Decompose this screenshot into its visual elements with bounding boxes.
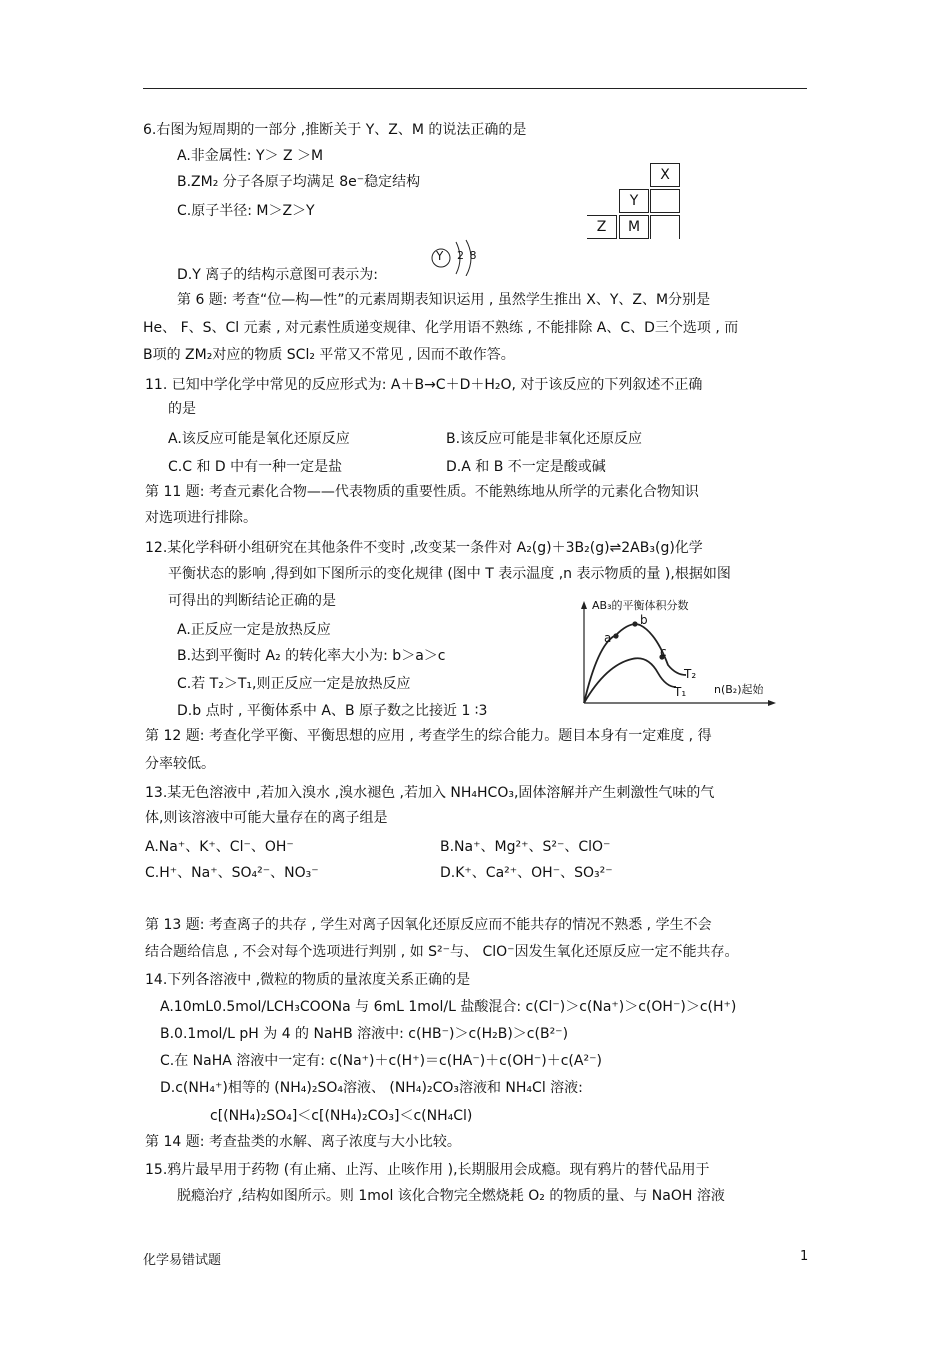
cell-empty-2 [650, 215, 680, 239]
graph-y-label: AB₃的平衡体积分数 [592, 599, 689, 612]
q13-comment-2: 结合题给信息 , 不会对每个选项进行判别 , 如 S²⁻与、 ClO⁻因发生氧化还原反应一定不能共存。 [145, 944, 739, 960]
graph-point-a: a [604, 631, 612, 645]
q11-stem-1: 11. 已知中学化学中常见的反应形式为: A＋B→C＋D＋H₂O, 对于该反应的下列叙述不正确 [145, 377, 703, 393]
q14-option-b: B.0.1mol/L pH 为 4 的 NaHB 溶液中: c(HB⁻)＞c(H₂B)＞c(B²⁻) [160, 1026, 569, 1042]
graph-point-c: c [660, 645, 667, 659]
q14-option-c: C.在 NaHA 溶液中一定有: c(Na⁺)＋c(H⁺)＝c(HA⁻)＋c(OH⁻)＋c(A²⁻) [160, 1053, 602, 1069]
q6-option-a: A.非金属性: Y＞ Z ＞M [177, 148, 324, 164]
shell-electrons: 2 8 [457, 249, 478, 262]
q13-option-d: D.K⁺、Ca²⁺、OH⁻、SO₃²⁻ [440, 865, 613, 881]
header-rule [143, 88, 807, 89]
graph-x-label: n(B₂)起始 [714, 683, 764, 696]
q11-comment-2: 对选项进行排除。 [145, 510, 257, 526]
q12-option-d: D.b 点时 , 平衡体系中 A、B 原子数之比接近 1 ∶3 [177, 703, 488, 719]
q6-stem: 6.右图为短周期的一部分 ,推断关于 Y、Z、M 的说法正确的是 [143, 122, 527, 138]
cell-z: Z [587, 215, 617, 239]
nucleus-label: Y [436, 249, 444, 263]
q6-option-b: B.ZM₂ 分子各原子均满足 8e⁻稳定结构 [177, 174, 421, 190]
q11-comment-1: 第 11 题: 考查元素化合物——代表物质的重要性质。不能熟练地从所学的元素化合物知识 [145, 484, 699, 500]
q13-stem-1: 13.某无色溶液中 ,若加入溴水 ,溴水褪色 ,若加入 NH₄HCO₃,固体溶解并产生刺激性气味的气 [145, 785, 715, 801]
equilibrium-graph [578, 593, 778, 708]
q14-option-d-relation: c[(NH₄)₂SO₄]＜c[(NH₄)₂CO₃]＜c(NH₄Cl) [210, 1108, 473, 1124]
graph-t2-label: T₂ [684, 667, 697, 681]
q14-comment: 第 14 题: 考查盐类的水解、离子浓度与大小比较。 [145, 1134, 461, 1150]
q6-option-d: D.Y 离子的结构示意图可表示为: [177, 267, 378, 283]
q12-stem-3: 可得出的判断结论正确的是 [168, 593, 336, 609]
cell-x: X [650, 163, 680, 187]
q12-comment-2: 分率较低。 [145, 756, 215, 772]
q14-option-d: D.c(NH₄⁺)相等的 (NH₄)₂SO₄溶液、 (NH₄)₂CO₃溶液和 NH₄Cl 溶液: [160, 1080, 583, 1096]
footer-title: 化学易错试题 [143, 1253, 222, 1268]
q13-option-a: A.Na⁺、K⁺、Cl⁻、OH⁻ [145, 839, 294, 855]
q12-option-b: B.达到平衡时 A₂ 的转化率大小为: b＞a＞c [177, 648, 446, 664]
ion-structure-diagram [430, 236, 490, 276]
q11-option-d: D.A 和 B 不一定是酸或碱 [446, 459, 606, 475]
q13-comment-1: 第 13 题: 考查离子的共存 , 学生对离子因氧化还原反应而不能共存的情况不熟悉 , 学生不会 [145, 917, 712, 933]
cell-empty [650, 189, 680, 213]
q13-option-b: B.Na⁺、Mg²⁺、S²⁻、ClO⁻ [440, 839, 611, 855]
q12-comment-1: 第 12 题: 考查化学平衡、平衡思想的应用 , 考查学生的综合能力。题目本身有一定难度 , 得 [145, 728, 712, 744]
q11-option-a: A.该反应可能是氧化还原反应 [168, 431, 350, 447]
q11-stem-2: 的是 [168, 401, 196, 417]
q14-stem: 14.下列各溶液中 ,微粒的物质的量浓度关系正确的是 [145, 972, 471, 988]
q11-option-c: C.C 和 D 中有一种一定是盐 [168, 459, 343, 475]
q11-option-b: B.该反应可能是非氧化还原反应 [446, 431, 643, 447]
q15-stem-1: 15.鸦片最早用于药物 (有止痛、止泻、止咳作用 ),长期服用会成瘾。现有鸦片的替代品用于 [145, 1162, 710, 1178]
page-number: 1 [800, 1249, 809, 1264]
q13-stem-2: 体,则该溶液中可能大量存在的离子组是 [145, 810, 388, 826]
q14-option-a: A.10mL0.5mol/LCH₃COONa 与 6mL 1mol/L 盐酸混合: c(Cl⁻)＞c(Na⁺)＞c(OH⁻)＞c(H⁺) [160, 999, 737, 1015]
graph-t1-label: T₁ [674, 685, 687, 699]
q6-comment-1: 第 6 题: 考查“位—构—性”的元素周期表知识运用 , 虽然学生推出 X、Y、Z、M分别是 [177, 292, 711, 308]
graph-point-b: b [640, 613, 648, 627]
q12-option-c: C.若 T₂＞T₁,则正反应一定是放热反应 [177, 676, 411, 692]
q6-option-c: C.原子半径: M＞Z＞Y [177, 203, 315, 219]
q6-comment-3: B项的 ZM₂对应的物质 SCl₂ 平常又不常见 , 因而不敢作答。 [143, 347, 515, 363]
q12-stem-1: 12.某化学科研小组研究在其他条件不变时 ,改变某一条件对 A₂(g)＋3B₂(g)⇌2AB₃(g)化学 [145, 540, 703, 556]
q15-stem-2: 脱瘾治疗 ,结构如图所示。则 1mol 该化合物完全燃烧耗 O₂ 的物质的量、与 NaOH 溶液 [177, 1188, 725, 1204]
q13-option-c: C.H⁺、Na⁺、SO₄²⁻、NO₃⁻ [145, 865, 319, 881]
q12-stem-2: 平衡状态的影响 ,得到如下图所示的变化规律 (图中 T 表示温度 ,n 表示物质的量 ),根据如图 [168, 566, 731, 582]
cell-y: Y [619, 189, 649, 213]
q12-option-a: A.正反应一定是放热反应 [177, 622, 331, 638]
cell-m: M [619, 215, 649, 239]
periodic-table-fragment [587, 163, 681, 239]
q6-comment-2: He、 F、S、Cl 元素 , 对元素性质递变规律、化学用语不熟练 , 不能排除 A、C、D三个选项 , 而 [143, 320, 739, 336]
